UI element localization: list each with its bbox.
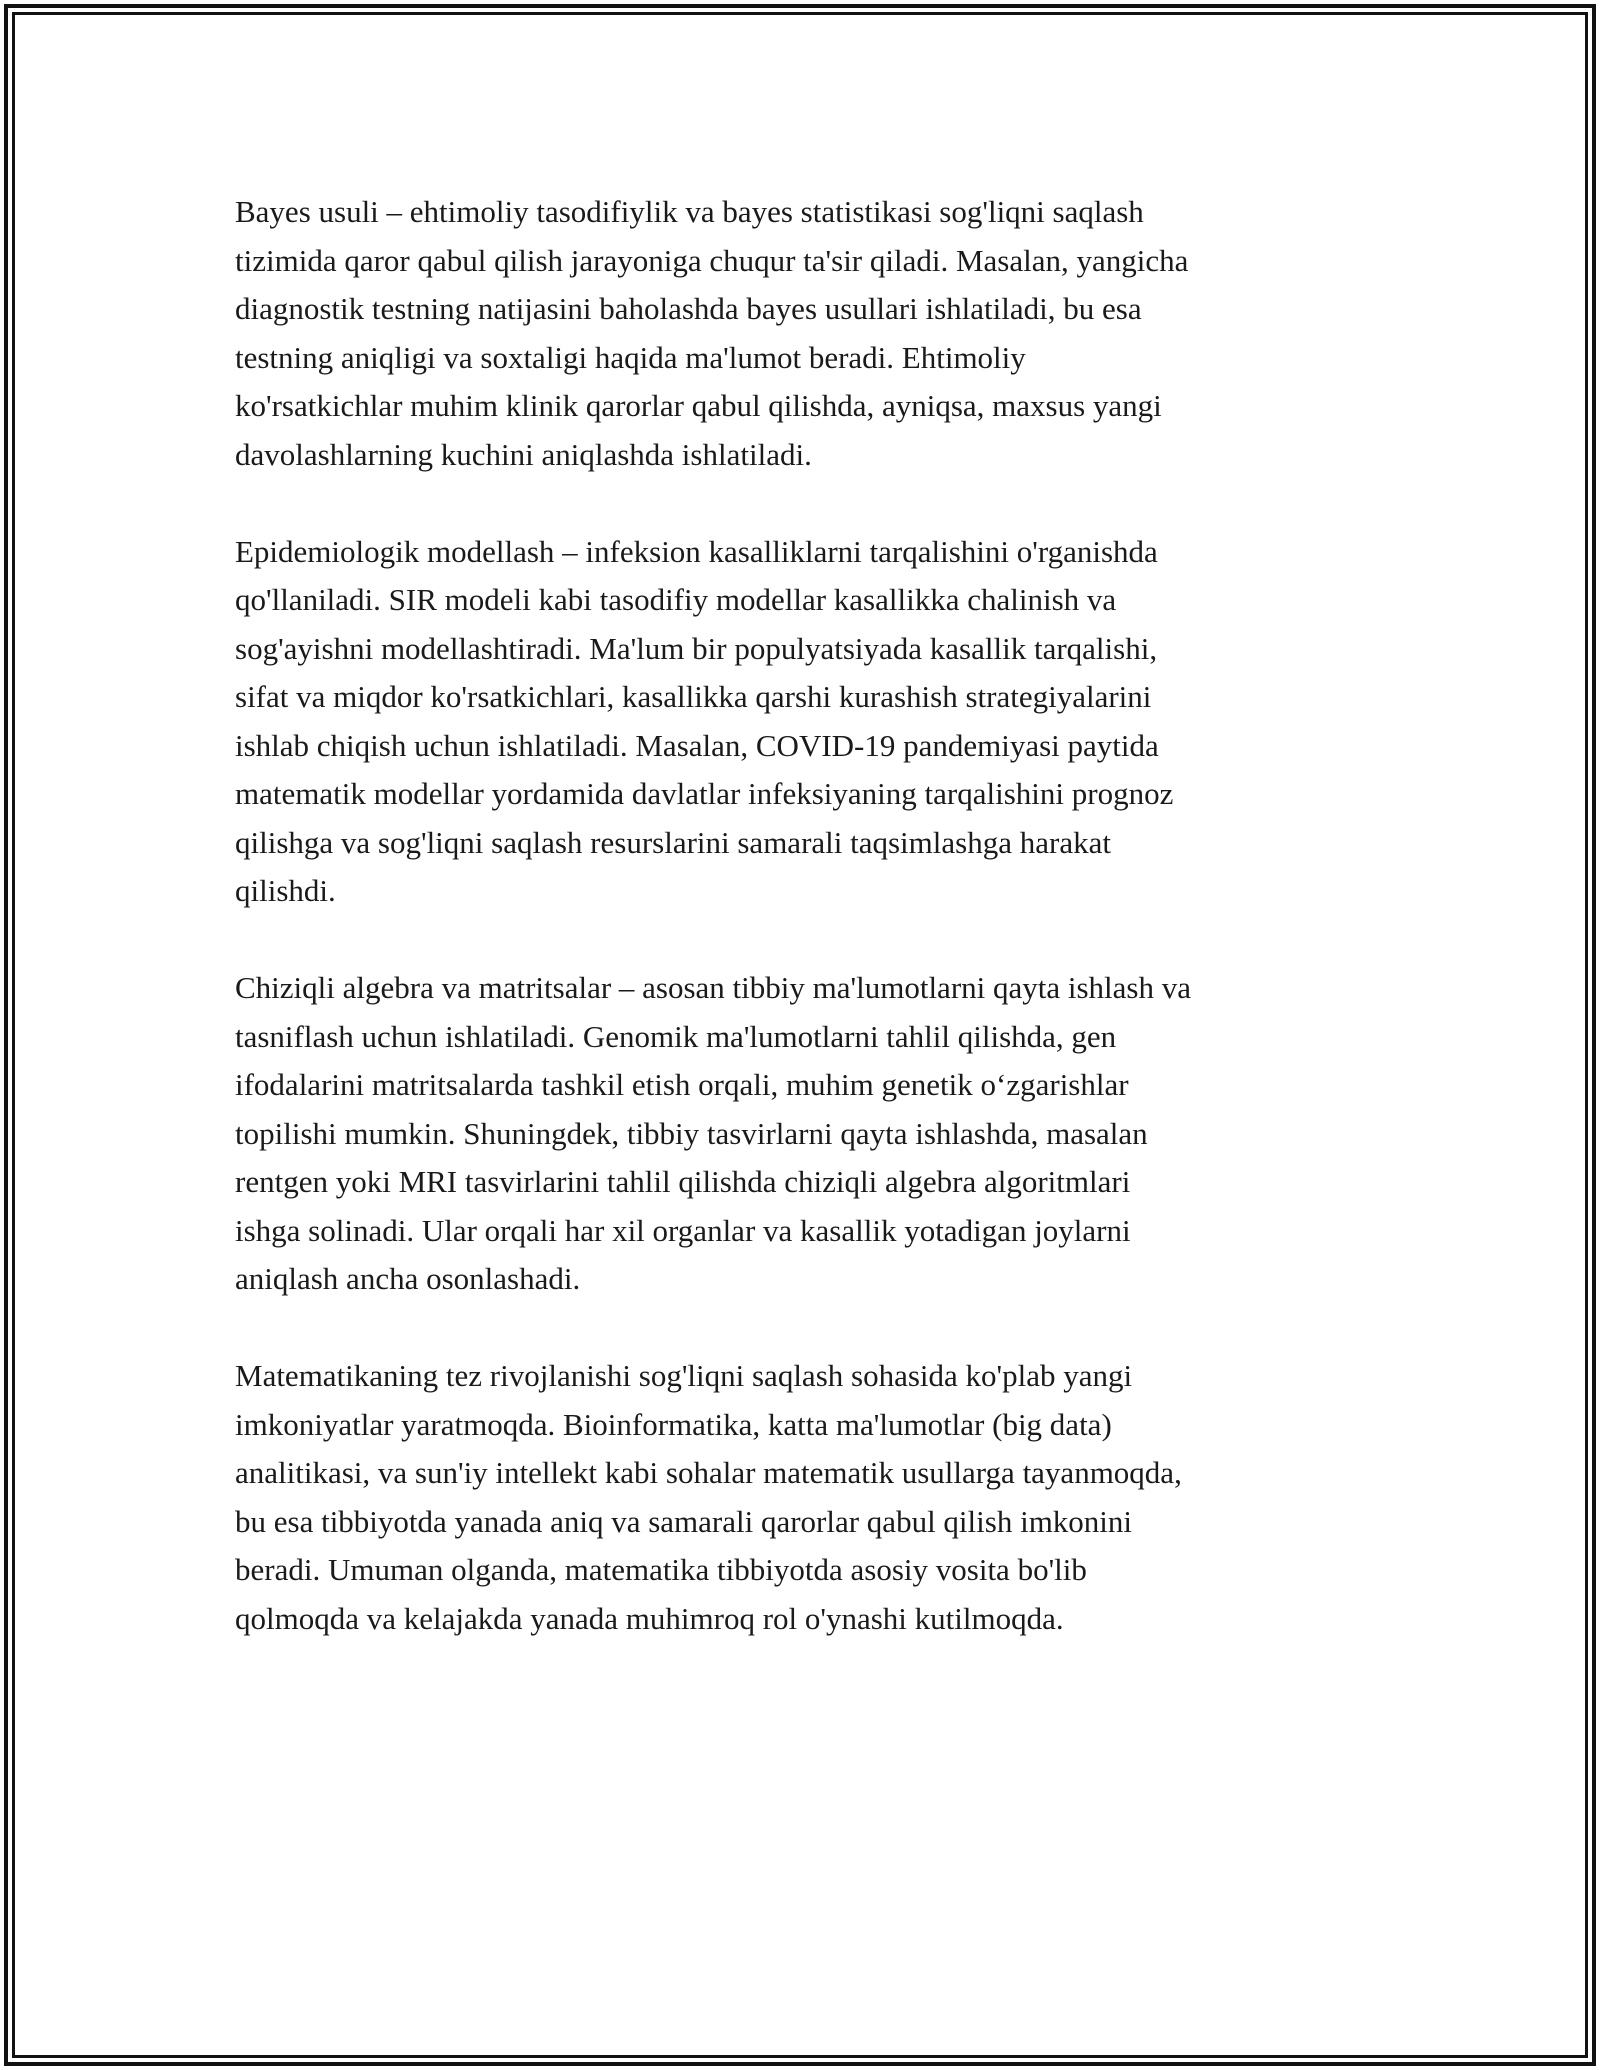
- text-line: testning aniqligi va soxtaligi haqida ma'lumot beradi. Ehtimoliy: [235, 339, 1026, 375]
- text-line: tasniflash uchun ishlatiladi. Genomik ma'lumotlarni tahlil qilishda, gen: [235, 1018, 1117, 1054]
- text-line: topilishi mumkin. Shuningdek, tibbiy tasvirlarni qayta ishlashda, masalan: [235, 1115, 1148, 1151]
- text-line: qilishdi.: [235, 873, 336, 908]
- text-line: Chiziqli algebra va matritsalar – asosan tibbiy ma'lumotlarni qayta ishlash va: [235, 970, 1192, 1005]
- text-line: ishga solinadi. Ular orqali har xil organlar va kasallik yotadigan joylarni: [235, 1212, 1131, 1248]
- text-line: ishlab chiqish uchun ishlatiladi. Masalan, COVID-19 pandemiyasi paytida: [235, 727, 1159, 763]
- text-line: sifat va miqdor ko'rsatkichlari, kasallikka qarshi kurashish strategiyalarini: [235, 679, 1152, 714]
- text-line: diagnostik testning natijasini baholashda bayes usullari ishlatiladi, bu esa: [235, 291, 1142, 326]
- text-line: Matematikaning tez rivojlanishi sog'liqni saqlash sohasida ko'plab yangi: [235, 1358, 1133, 1393]
- text-line: bu esa tibbiyotda yanada aniq va samarali qarorlar qabul qilish imkonini: [235, 1503, 1133, 1539]
- paragraph-epidemiological-modeling: [235, 528, 1375, 916]
- text-line: qilishga va sog'liqni saqlash resurslarini samarali taqsimlashga harakat: [235, 824, 1111, 860]
- text-line: sog'ayishni modellashtiradi. Ma'lum bir populyatsiyada kasallik tarqalishi,: [235, 630, 1158, 666]
- text-line: imkoniyatlar yaratmoqda. Bioinformatika, katta ma'lumotlar (big data): [235, 1406, 1112, 1442]
- text-line: davolashlarning kuchini aniqlashda ishlatiladi.: [235, 436, 812, 472]
- text-line: analitikasi, va sun'iy intellekt kabi sohalar matematik usullarga tayanmoqda,: [235, 1455, 1182, 1490]
- text-line: qolmoqda va kelajakda yanada muhimroq rol o'ynashi kutilmoqda.: [235, 1600, 1064, 1636]
- text-line: rentgen yoki MRI tasvirlarini tahlil qilishda chiziqli algebra algoritmlari: [235, 1164, 1131, 1199]
- paragraph-linear-algebra: [235, 964, 1375, 1304]
- text-line: Epidemiologik modellash – infeksion kasalliklarni tarqalishini o'rganishda: [235, 533, 1158, 569]
- text-line: tizimida qaror qabul qilish jarayoniga chuqur ta'sir qiladi. Masalan, yangicha: [235, 242, 1189, 278]
- text-line: qo'llaniladi. SIR modeli kabi tasodifiy modellar kasallikka chalinish va: [235, 582, 1117, 617]
- text-line: ifodalarini matritsalarda tashkil etish orqali, muhim genetik o‘zgarishlar: [235, 1067, 1129, 1102]
- document-body: [235, 188, 1375, 1692]
- text-line: aniqlash ancha osonlashadi.: [235, 1261, 581, 1296]
- text-line: ko'rsatkichlar muhim klinik qarorlar qabul qilishda, ayniqsa, maxsus yangi: [235, 388, 1162, 423]
- text-line: Bayes usuli – ehtimoliy tasodifiylik va bayes statistikasi sog'liqni saqlash: [235, 194, 1144, 229]
- paragraph-bayes-method: [235, 188, 1375, 479]
- paragraph-conclusion: [235, 1352, 1375, 1643]
- text-line: matematik modellar yordamida davlatlar infeksiyaning tarqalishini prognoz: [235, 776, 1174, 811]
- text-line: beradi. Umuman olganda, matematika tibbiyotda asosiy vosita bo'lib: [235, 1552, 1087, 1587]
